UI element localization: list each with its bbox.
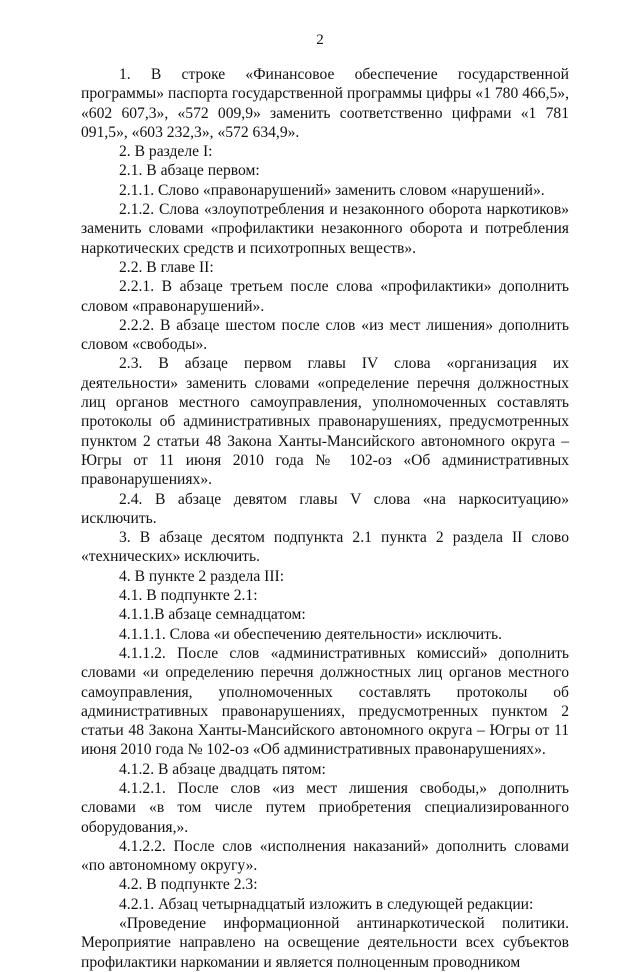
paragraph: 4.1.1.2. После слов «административных комиссий» дополнить словами «и определению перечня должностных лиц органов местного самоуправления, уполномоченных составлять протоколы об административных правонарушениях, предусмотренных пунктом 2 статьи 48 Закона Ханты-Мансийского автономного округа – Югры от 11 июня 2010 года № 102-оз «Об административных правонарушениях». bbox=[81, 644, 569, 759]
paragraph: 3. В абзаце десятом подпункта 2.1 пункта 2 раздела II слово «технических» исключить. bbox=[81, 529, 569, 566]
paragraph: 2.4. В абзаце девятом главы V слова «на наркоситуацию» исключить. bbox=[81, 490, 569, 527]
paragraph: 4.1.1.1. Слова «и обеспечению деятельности» исключить. bbox=[119, 625, 502, 643]
paragraph: 2. В разделе I: bbox=[119, 143, 213, 161]
paragraph: 2.2. В главе II: bbox=[119, 258, 214, 276]
paragraph: 2.1.1. Слово «правонарушений» заменить словом «нарушений». bbox=[119, 181, 545, 199]
paragraph: 4.2. В подпункте 2.3: bbox=[119, 876, 258, 894]
document-body bbox=[81, 65, 569, 972]
paragraph: 2.2.2. В абзаце шестом после слов «из мест лишения» дополнить словом «свободы». bbox=[81, 316, 569, 354]
paragraph: 4. В пункте 2 раздела III: bbox=[119, 567, 285, 585]
paragraph: 4.1.1.В абзаце семнадцатом: bbox=[119, 606, 306, 624]
paragraph: «Проведение информационной антинаркотической политики. Мероприятие направлено на освещение деятельности всех субъектов профилактики наркомании и является полноценным проводником bbox=[81, 915, 569, 971]
paragraph: 2.1. В абзаце первом: bbox=[119, 162, 260, 180]
paragraph: 4.2.1. Абзац четырнадцатый изложить в следующей редакции: bbox=[119, 895, 534, 913]
paragraph: 4.1.2.2. После слов «исполнения наказаний» дополнить словами «по автономному округу». bbox=[81, 837, 569, 875]
paragraph: 2.1.2. Слова «злоупотребления и незаконного оборота наркотиков» заменить словами «профилактики незаконного оборота и потребления наркотических средств и психотропных веществ». bbox=[81, 201, 569, 257]
page-number: 2 bbox=[316, 32, 324, 48]
paragraph: 2.2.1. В абзаце третьем после слова «профилактики» дополнить словом «правонарушений». bbox=[81, 278, 569, 315]
paragraph: 1. В строке «Финансовое обеспечение государственной программы» паспорта государственной программы цифры «1 780 466,5», «602 607,3», «572 009,9» заменить соответственно цифрами «1 781 091,5», «603 232,3», «572 634,9». bbox=[81, 66, 569, 141]
paragraph: 2.3. В абзаце первом главы IV слова «организация их деятельности» заменить словами «определение перечня должностных лиц органов местного самоуправления, уполномоченных составлять протоколы об административных правонарушениях, предусмотренных пунктом 2 статьи 48 Закона Ханты-Мансийского автономного округа – Югры от 11 июня 2010 года № 102-оз «Об административных правонарушениях». bbox=[81, 355, 569, 489]
paragraph: 4.1.2. В абзаце двадцать пятом: bbox=[119, 760, 326, 778]
paragraph: 4.1. В подпункте 2.1: bbox=[119, 587, 258, 605]
paragraph: 4.1.2.1. После слов «из мест лишения свободы,» дополнить словами «в том числе путем приобретения специализированного оборудования,». bbox=[81, 779, 569, 836]
